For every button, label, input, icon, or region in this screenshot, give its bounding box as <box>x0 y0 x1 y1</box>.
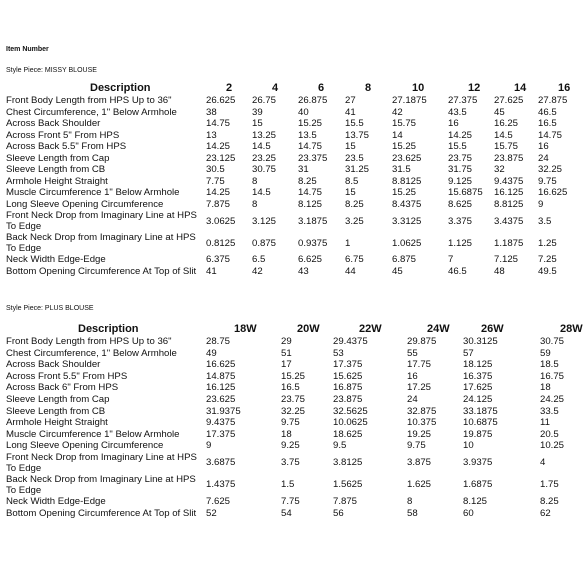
measurement-value: 1.1875 <box>494 237 524 249</box>
measurement-value: 8.25 <box>345 198 364 210</box>
measurement-value: 42 <box>392 106 403 118</box>
measurement-value: 20.5 <box>540 428 559 440</box>
measurement-value: 3.9375 <box>463 457 493 469</box>
measurement-value: 23.125 <box>206 152 236 164</box>
measurement-value: 13.25 <box>252 129 277 141</box>
measurement-value: 54 <box>281 507 292 519</box>
measurement-label: Across Back 5.5" From HPS <box>6 141 127 152</box>
measurement-value: 41 <box>345 106 356 118</box>
measurement-value: 60 <box>463 507 474 519</box>
measurement-value: 49.5 <box>538 265 557 277</box>
measurement-value: 13.75 <box>345 129 370 141</box>
measurement-value: 16 <box>448 118 459 129</box>
measurement-value: 14.75 <box>298 187 323 198</box>
measurement-value: 6.75 <box>345 254 364 265</box>
table-row <box>6 199 576 211</box>
table-row <box>6 417 578 429</box>
measurement-value: 16.5 <box>538 118 557 129</box>
measurement-value: 19.875 <box>463 428 493 440</box>
measurement-value: 24.125 <box>463 393 493 405</box>
table-row <box>6 266 576 278</box>
measurement-value: 62 <box>540 507 551 519</box>
measurement-value: 39 <box>252 106 263 118</box>
measurement-value: 23.875 <box>494 152 524 164</box>
measurement-value: 8.25 <box>298 175 317 187</box>
measurement-value: 3.3125 <box>392 215 422 227</box>
measurement-value: 1.125 <box>448 237 473 249</box>
measurement-value: 1.625 <box>407 479 432 491</box>
measurement-value: 23.75 <box>281 393 306 405</box>
measurement-value: 14.875 <box>206 370 236 382</box>
measurement-value: 58 <box>407 507 418 519</box>
table-row <box>6 210 576 232</box>
table-row <box>6 348 578 360</box>
measurement-value: 3.5 <box>538 215 552 227</box>
measurement-value: 10.6875 <box>463 417 498 429</box>
measurement-value: 27.625 <box>494 95 524 106</box>
table-row <box>6 359 578 371</box>
measurement-label: Muscle Circumference 1" Below Armhole <box>6 428 180 440</box>
measurement-value: 23.625 <box>392 152 422 164</box>
measurement-value: 38 <box>206 106 217 118</box>
measurement-value: 27.875 <box>538 95 568 106</box>
measurement-label: Long Sleeve Opening Circumference <box>6 198 164 210</box>
measurement-value: 3.0625 <box>206 215 236 227</box>
measurement-value: 42 <box>252 265 263 277</box>
measurement-value: 16.625 <box>206 359 236 371</box>
measurement-value: 14.75 <box>298 141 323 152</box>
measurement-value: 9.4375 <box>494 175 524 187</box>
measurement-value: 23.875 <box>333 393 363 405</box>
measurement-value: 19.25 <box>407 428 432 440</box>
item-number-label: Item Number <box>6 46 49 53</box>
measurement-value: 8.625 <box>448 198 473 210</box>
measurement-value: 43.5 <box>448 106 467 118</box>
measurement-value: 40 <box>298 106 309 118</box>
measurement-value: 24.25 <box>540 393 565 405</box>
measurement-value: 24 <box>538 152 549 164</box>
missy-description-header: Description <box>90 82 151 94</box>
missy-size-header: 12 <box>468 82 481 94</box>
measurement-value: 8.25 <box>540 495 559 507</box>
measurement-value: 1 <box>345 237 351 249</box>
measurement-value: 18.125 <box>463 359 493 371</box>
measurement-value: 16.875 <box>333 382 363 394</box>
measurement-value: 8.125 <box>463 495 488 507</box>
measurement-value: 23.75 <box>448 152 473 164</box>
table-row <box>6 496 578 508</box>
measurement-value: 7.75 <box>281 495 300 507</box>
measurement-value: 15.75 <box>494 141 519 152</box>
table-row <box>6 336 578 348</box>
measurement-value: 13 <box>206 129 217 141</box>
measurement-label: Armhole Height Straight <box>6 175 108 187</box>
measurement-value: 15 <box>345 187 356 198</box>
measurement-value: 13.5 <box>298 129 317 141</box>
measurement-value: 7.625 <box>206 495 231 507</box>
measurement-value: 32.875 <box>407 405 437 417</box>
measurement-value: 7.875 <box>333 495 358 507</box>
missy-size-header: 16 <box>558 82 571 94</box>
measurement-label: Front Neck Drop from Imaginary Line at HPS To Edge <box>6 451 197 474</box>
measurement-value: 7.875 <box>206 198 231 210</box>
measurement-value: 14.5 <box>252 141 271 152</box>
measurement-value: 3.75 <box>281 457 300 469</box>
measurement-value: 53 <box>333 347 344 359</box>
table-row <box>6 164 576 176</box>
measurement-label: Across Front 5.5" From HPS <box>6 370 128 382</box>
measurement-value: 33.5 <box>540 405 559 417</box>
measurement-value: 3.8125 <box>333 457 363 469</box>
measurement-value: 14.5 <box>252 187 271 198</box>
measurement-label: Sleeve Length from CB <box>6 405 106 417</box>
measurement-value: 8 <box>407 495 413 507</box>
measurement-value: 45 <box>392 265 403 277</box>
measurement-value: 29 <box>281 336 292 347</box>
plus-size-header: 20W <box>297 322 320 335</box>
measurement-value: 6.375 <box>206 254 231 265</box>
measurement-value: 1.4375 <box>206 479 236 491</box>
measurement-value: 33.1875 <box>463 405 498 417</box>
table-row <box>6 187 576 199</box>
measurement-label: Bottom Opening Circumference At Top of Slit <box>6 507 197 519</box>
measurement-value: 8.8125 <box>392 175 422 187</box>
measurement-value: 1.6875 <box>463 479 493 491</box>
measurement-value: 32.25 <box>538 164 563 175</box>
measurement-value: 15.625 <box>333 370 363 382</box>
measurement-value: 1.0625 <box>392 237 422 249</box>
measurement-value: 14.75 <box>538 129 563 141</box>
missy-style-piece-label: Style Piece: MISSY BLOUSE <box>6 67 97 74</box>
measurement-value: 17.625 <box>463 382 493 394</box>
measurement-value: 1.5 <box>281 479 295 491</box>
measurement-value: 9.75 <box>538 175 557 187</box>
measurement-value: 31 <box>298 164 309 175</box>
measurement-value: 23.5 <box>345 152 364 164</box>
measurement-value: 16 <box>407 370 418 382</box>
measurement-value: 52 <box>206 507 217 519</box>
measurement-value: 27.375 <box>448 95 478 106</box>
measurement-value: 9.4375 <box>206 417 236 429</box>
table-row <box>6 474 578 496</box>
measurement-value: 14.5 <box>494 129 513 141</box>
measurement-value: 15.5 <box>345 118 364 129</box>
measurement-value: 3.1875 <box>298 215 328 227</box>
measurement-value: 7.125 <box>494 254 519 265</box>
measurement-value: 32.5625 <box>333 405 368 417</box>
measurement-value: 14.25 <box>448 129 473 141</box>
missy-size-header: 2 <box>226 82 233 94</box>
measurement-value: 8 <box>252 175 258 187</box>
measurement-value: 8.8125 <box>494 198 524 210</box>
measurement-value: 46.5 <box>538 106 557 118</box>
measurement-label: Sleeve Length from CB <box>6 164 106 175</box>
measurement-value: 49 <box>206 347 217 359</box>
measurement-value: 10.25 <box>540 440 565 452</box>
measurement-value: 16.5 <box>281 382 300 394</box>
measurement-value: 15 <box>252 118 263 129</box>
missy-size-header: 4 <box>272 82 279 94</box>
measurement-label: Neck Width Edge-Edge <box>6 254 106 265</box>
measurement-value: 17.375 <box>206 428 236 440</box>
measurement-value: 31.75 <box>448 164 473 175</box>
measurement-value: 29.4375 <box>333 336 368 347</box>
measurement-value: 26.75 <box>252 95 277 106</box>
measurement-value: 17 <box>281 359 292 371</box>
measurement-label: Across Back Shoulder <box>6 118 101 129</box>
measurement-value: 15 <box>345 141 356 152</box>
missy-size-header: 6 <box>318 82 325 94</box>
measurement-value: 7.25 <box>538 254 557 265</box>
measurement-label: Across Back Shoulder <box>6 359 101 371</box>
measurement-value: 9.75 <box>407 440 426 452</box>
measurement-value: 16.125 <box>494 187 524 198</box>
measurement-value: 9.5 <box>333 440 347 452</box>
table-row <box>6 95 576 107</box>
measurement-value: 9 <box>538 198 544 210</box>
measurement-label: Sleeve Length from Cap <box>6 152 110 164</box>
table-row <box>6 440 578 452</box>
measurement-value: 0.8125 <box>206 237 236 249</box>
table-row <box>6 153 576 165</box>
measurement-value: 16.25 <box>494 118 519 129</box>
table-row <box>6 107 576 119</box>
measurement-value: 14.25 <box>206 187 231 198</box>
measurement-value: 10 <box>463 440 474 452</box>
measurement-value: 3.875 <box>407 457 432 469</box>
table-row <box>6 382 578 394</box>
table-row <box>6 452 578 474</box>
measurement-value: 0.9375 <box>298 237 328 249</box>
measurement-value: 14 <box>392 129 403 141</box>
measurement-value: 23.625 <box>206 393 236 405</box>
measurement-value: 30.75 <box>252 164 277 175</box>
measurement-value: 15.75 <box>392 118 417 129</box>
measurement-value: 0.875 <box>252 237 277 249</box>
measurement-value: 3.4375 <box>494 215 524 227</box>
measurement-value: 41 <box>206 265 217 277</box>
measurement-value: 26.625 <box>206 95 236 106</box>
measurement-value: 15.25 <box>298 118 323 129</box>
measurement-value: 57 <box>463 347 474 359</box>
measurement-label: Chest Circumference, 1" Below Armhole <box>6 106 177 118</box>
table-row <box>6 130 576 142</box>
table-row <box>6 429 578 441</box>
measurement-value: 46.5 <box>448 265 467 277</box>
measurement-value: 8.5 <box>345 175 359 187</box>
table-row <box>6 141 576 153</box>
measurement-label: Front Body Length from HPS Up to 36" <box>6 95 172 106</box>
measurement-value: 16.75 <box>540 370 565 382</box>
measurement-value: 1.75 <box>540 479 559 491</box>
measurement-value: 18 <box>540 382 551 394</box>
plus-size-header: 26W <box>481 322 504 335</box>
plus-size-table <box>6 321 583 519</box>
measurement-value: 18.625 <box>333 428 363 440</box>
measurement-value: 1.5625 <box>333 479 363 491</box>
measurement-value: 56 <box>333 507 344 519</box>
measurement-value: 6.875 <box>392 254 417 265</box>
measurement-value: 45 <box>494 106 505 118</box>
measurement-value: 14.25 <box>206 141 231 152</box>
measurement-value: 48 <box>494 265 505 277</box>
measurement-value: 31.9375 <box>206 405 241 417</box>
plus-size-header: 22W <box>359 322 382 335</box>
measurement-value: 9 <box>206 440 212 452</box>
measurement-value: 51 <box>281 347 292 359</box>
measurement-value: 17.375 <box>333 359 363 371</box>
measurement-value: 15.25 <box>281 370 306 382</box>
measurement-value: 6.5 <box>252 254 266 265</box>
measurement-value: 29.875 <box>407 336 437 347</box>
measurement-value: 28.75 <box>206 336 231 347</box>
measurement-value: 9.25 <box>281 440 300 452</box>
measurement-value: 16.375 <box>463 370 493 382</box>
measurement-label: Across Front 5" From HPS <box>6 129 120 141</box>
measurement-label: Front Neck Drop from Imaginary Line at HPS To Edge <box>6 210 197 232</box>
measurement-value: 9.75 <box>281 417 300 429</box>
measurement-value: 26.875 <box>298 95 328 106</box>
measurement-value: 8.4375 <box>392 198 422 210</box>
measurement-value: 16.125 <box>206 382 236 394</box>
measurement-value: 27.1875 <box>392 95 427 106</box>
measurement-label: Chest Circumference, 1" Below Armhole <box>6 347 177 359</box>
measurement-value: 3.6875 <box>206 457 236 469</box>
measurement-value: 30.5 <box>206 164 225 175</box>
missy-size-header: 8 <box>365 82 372 94</box>
measurement-label: Muscle Circumference 1" Below Armhole <box>6 187 180 198</box>
measurement-label: Across Back 6" From HPS <box>6 382 119 394</box>
missy-size-header: 10 <box>412 82 425 94</box>
measurement-value: 55 <box>407 347 418 359</box>
measurement-value: 3.375 <box>448 215 473 227</box>
measurement-value: 15.5 <box>448 141 467 152</box>
plus-size-header: 24W <box>427 322 450 335</box>
measurement-value: 3.125 <box>252 215 277 227</box>
measurement-label: Back Neck Drop from Imaginary Line at HPS To Edge <box>6 232 196 254</box>
measurement-value: 9.125 <box>448 175 473 187</box>
measurement-value: 27 <box>345 95 356 106</box>
measurement-value: 30.3125 <box>463 336 498 347</box>
measurement-value: 6.625 <box>298 254 323 265</box>
measurement-label: Bottom Opening Circumference At Top of Slit <box>6 265 197 277</box>
table-row <box>6 394 578 406</box>
measurement-value: 17.25 <box>407 382 432 394</box>
measurement-value: 31.5 <box>392 164 411 175</box>
measurement-value: 18.5 <box>540 359 559 371</box>
measurement-value: 15.25 <box>392 141 417 152</box>
measurement-value: 8.125 <box>298 198 323 210</box>
measurement-value: 10.0625 <box>333 417 368 429</box>
measurement-value: 44 <box>345 265 356 277</box>
measurement-value: 23.25 <box>252 152 277 164</box>
table-row <box>6 232 576 254</box>
measurement-value: 10.375 <box>407 417 437 429</box>
table-row <box>6 371 578 383</box>
measurement-value: 30.75 <box>540 336 565 347</box>
measurement-value: 3.25 <box>345 215 364 227</box>
measurement-label: Neck Width Edge-Edge <box>6 495 106 507</box>
measurement-label: Armhole Height Straight <box>6 417 108 429</box>
measurement-label: Long Sleeve Opening Circumference <box>6 440 164 452</box>
table-row <box>6 254 576 266</box>
measurement-value: 24 <box>407 393 418 405</box>
missy-size-header: 14 <box>514 82 527 94</box>
measurement-value: 15.6875 <box>448 187 483 198</box>
measurement-value: 8 <box>252 198 258 210</box>
measurement-value: 14.75 <box>206 118 231 129</box>
measurement-value: 18 <box>281 428 292 440</box>
measurement-value: 16 <box>538 141 549 152</box>
measurement-value: 15.25 <box>392 187 417 198</box>
measurement-value: 17.75 <box>407 359 432 371</box>
measurement-value: 31.25 <box>345 164 370 175</box>
plus-description-header: Description <box>78 322 139 335</box>
table-row <box>6 406 578 418</box>
measurement-value: 11 <box>540 417 550 429</box>
measurement-value: 16.625 <box>538 187 568 198</box>
measurement-value: 23.375 <box>298 152 328 164</box>
measurement-value: 7.75 <box>206 175 225 187</box>
table-row <box>6 118 576 130</box>
measurement-value: 43 <box>298 265 309 277</box>
measurement-value: 32 <box>494 164 505 175</box>
measurement-label: Front Body Length from HPS Up to 36" <box>6 336 172 347</box>
plus-size-header: 18W <box>234 322 257 335</box>
measurement-label: Sleeve Length from Cap <box>6 393 110 405</box>
measurement-value: 59 <box>540 347 551 359</box>
table-row <box>6 176 576 188</box>
plus-style-piece-label: Style Piece: PLUS BLOUSE <box>6 305 94 312</box>
table-row <box>6 508 578 520</box>
plus-size-header: 28W <box>560 322 583 335</box>
measurement-label: Back Neck Drop from Imaginary Line at HPS To Edge <box>6 473 196 496</box>
measurement-value: 7 <box>448 254 454 265</box>
measurement-value: 32.25 <box>281 405 306 417</box>
missy-size-table <box>6 81 576 277</box>
measurement-value: 4 <box>540 457 546 469</box>
measurement-value: 1.25 <box>538 237 557 249</box>
